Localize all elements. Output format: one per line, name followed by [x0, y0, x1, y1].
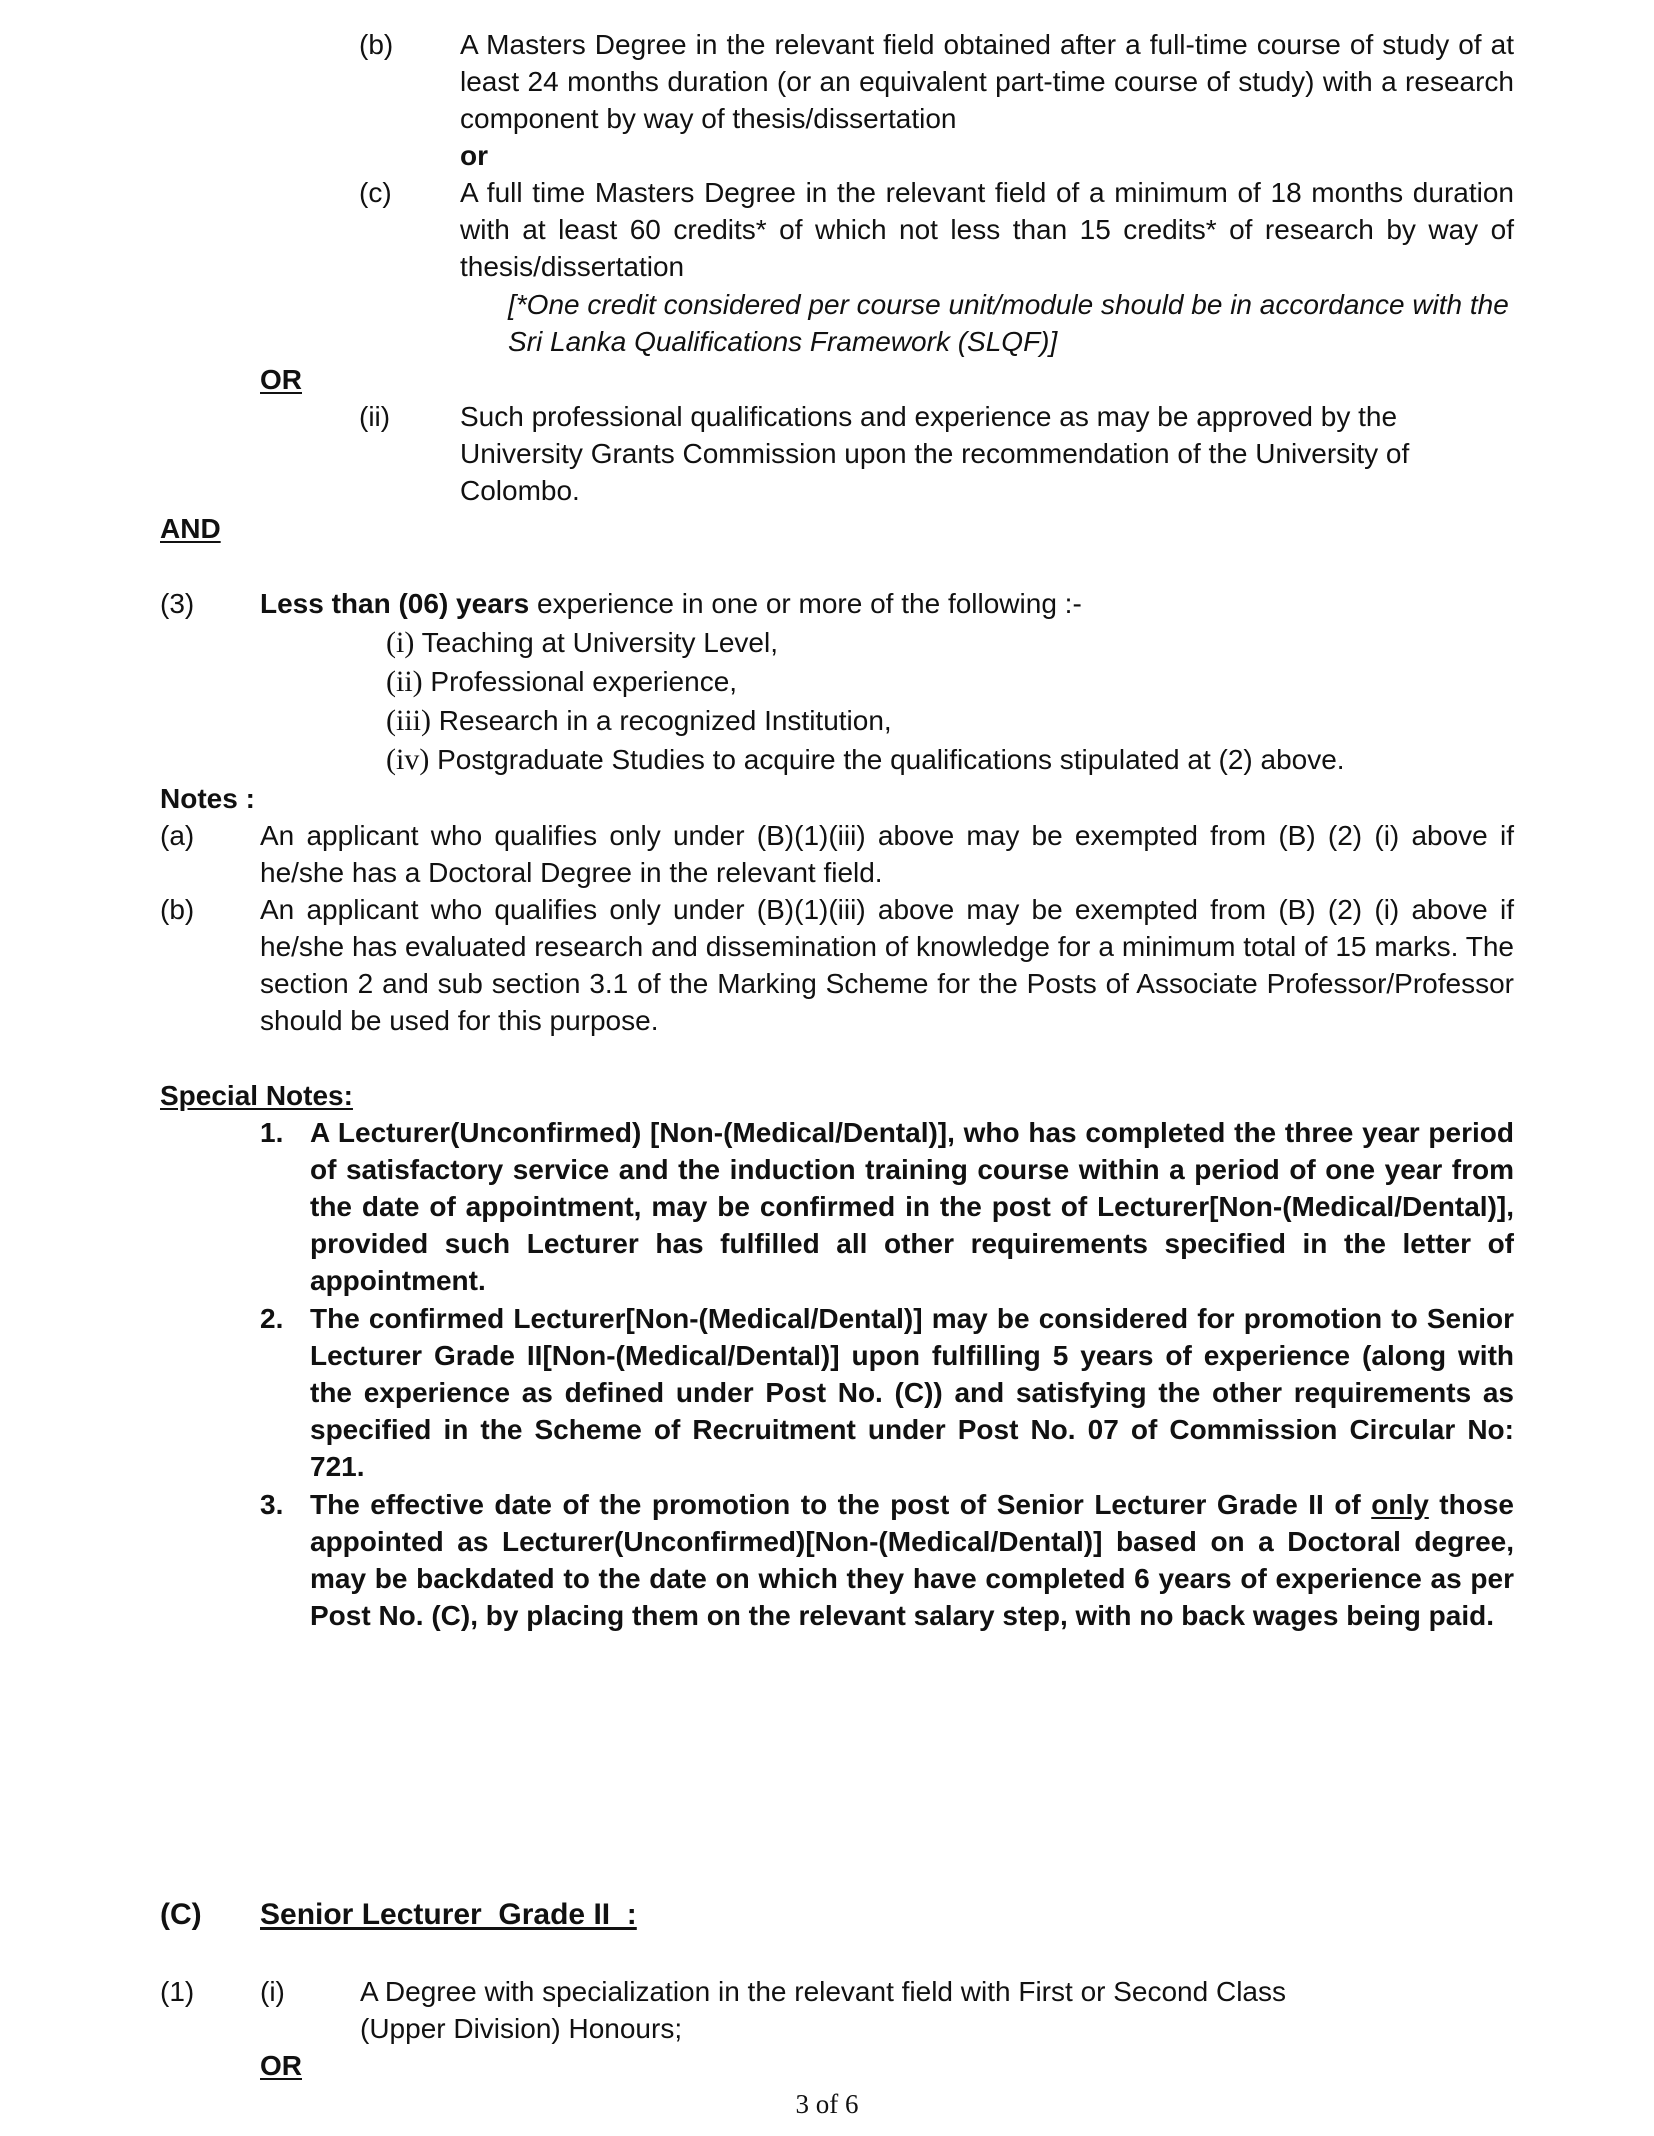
req3-item-num: (iv): [386, 743, 430, 776]
special-note-post: those appointed as Lecturer(Unconfirmed)[Non-(Medical/Dental)] based on a Doctoral degree, may be backdated to the date on which they have completed 6 years of experience as per Post No. (C), by placing them on the relevant salary step, with no back wages being paid.: [310, 1489, 1514, 1631]
c1-sub-label: (i): [260, 1976, 285, 2007]
section-c-title: Senior Lecturer Grade II :: [260, 1898, 637, 1931]
qual-b-text: A Masters Degree in the relevant field obtained after a full-time course of study of at least 24 months duration (or an equivalent part-time course of study) with a research component by way of thesis/dissertation: [460, 29, 1514, 134]
req3-item-1: [386, 624, 778, 661]
special-note-num: 3.: [260, 1489, 284, 1520]
or-connector: or: [460, 140, 488, 171]
or-separator: OR: [260, 364, 302, 395]
special-notes-heading: Special Notes:: [160, 1080, 353, 1111]
c1-label: (1): [160, 1976, 195, 2007]
special-note-num: 1.: [260, 1117, 284, 1148]
special-note-text: A Lecturer(Unconfirmed) [Non-(Medical/Dental)], who has completed the three year period of satisfactory service and the induction training course within a period of one year from the date of appointment, may be confirmed in the post of Lecturer[Non-(Medical/Dental)], provided such Lecturer has fulfilled all other requirements specified in the letter of appointment.: [310, 1117, 1514, 1296]
note-label: (b): [160, 894, 195, 925]
note-text: An applicant who qualifies only under (B)(1)(iii) above may be exempted from (B) (2) (i) above if he/she has evaluated research and dissemination of knowledge for a minimum total of 15 marks. The section 2 and sub section 3.1 of the Marking Scheme for the Posts of Associate Professor/Professor should be used for this purpose.: [260, 894, 1514, 1036]
notes-heading: Notes :: [160, 783, 255, 814]
special-note-text: The confirmed Lecturer[Non-(Medical/Dental)] may be considered for promotion to Senior Lecturer Grade II[Non-(Medical/Dental)] upon fulfilling 5 years of experience (along with the experience as defined under Post No. (C)) and satisfying the other requirements as specified in the Scheme of Recruitment under Post No. 07 of Commission Circular No: 721.: [310, 1303, 1514, 1482]
c1-text: A Degree with specialization in the relevant field with First or Second Class (Upper Division) Honours;: [360, 1976, 1286, 2044]
qual-ii-label: (ii): [359, 401, 391, 432]
req3-item-4: [386, 741, 1345, 778]
req3-item-text: Professional experience,: [422, 666, 738, 697]
special-note-underlined: only: [1371, 1489, 1429, 1520]
special-note-pre: The effective date of the promotion to the post of Senior Lecturer Grade II of: [310, 1489, 1372, 1520]
special-note-num: 2.: [260, 1303, 284, 1334]
note-label: (a): [160, 820, 195, 851]
and-separator: AND: [160, 513, 221, 544]
req3-item-num: (ii): [386, 665, 423, 698]
req3-item-text: Postgraduate Studies to acquire the qualifications stipulated at (2) above.: [429, 744, 1345, 775]
req3-label: (3): [160, 588, 195, 619]
req3-item-text: Teaching at University Level,: [414, 627, 778, 658]
credit-footnote: [*One credit considered per course unit/module should be in accordance with the Sri Lanka Qualifications Framework (SLQF)]: [508, 289, 1509, 357]
req3-rest: experience in one or more of the following :-: [529, 588, 1082, 619]
section-c-label: (C): [160, 1898, 202, 1931]
req3-bold: Less than (06) years: [260, 588, 530, 619]
req3-item-3: [386, 702, 892, 739]
req3-item-text: Research in a recognized Institution,: [431, 705, 892, 736]
qual-ii-text: Such professional qualifications and experience as may be approved by the University Grants Commission upon the recommendation of the University of Colombo.: [460, 401, 1410, 506]
qual-b-label: (b): [359, 29, 394, 60]
page-number: 3 of 6: [795, 2089, 859, 2119]
req3-item-2: [386, 663, 737, 700]
req3-item-num: (i): [386, 626, 415, 659]
special-note-text: [310, 1486, 1514, 1634]
qual-c-text: A full time Masters Degree in the relevant field of a minimum of 18 months duration with at least 60 credits* of which not less than 15 credits* of research by way of thesis/dissertation: [460, 177, 1514, 282]
note-text: An applicant who qualifies only under (B)(1)(iii) above may be exempted from (B) (2) (i) above if he/she has a Doctoral Degree in the relevant field.: [260, 820, 1514, 888]
req3-text: [260, 585, 1520, 622]
req3-item-num: (iii): [386, 704, 431, 737]
or-separator: OR: [260, 2050, 302, 2081]
qual-c-label: (c): [359, 177, 392, 208]
